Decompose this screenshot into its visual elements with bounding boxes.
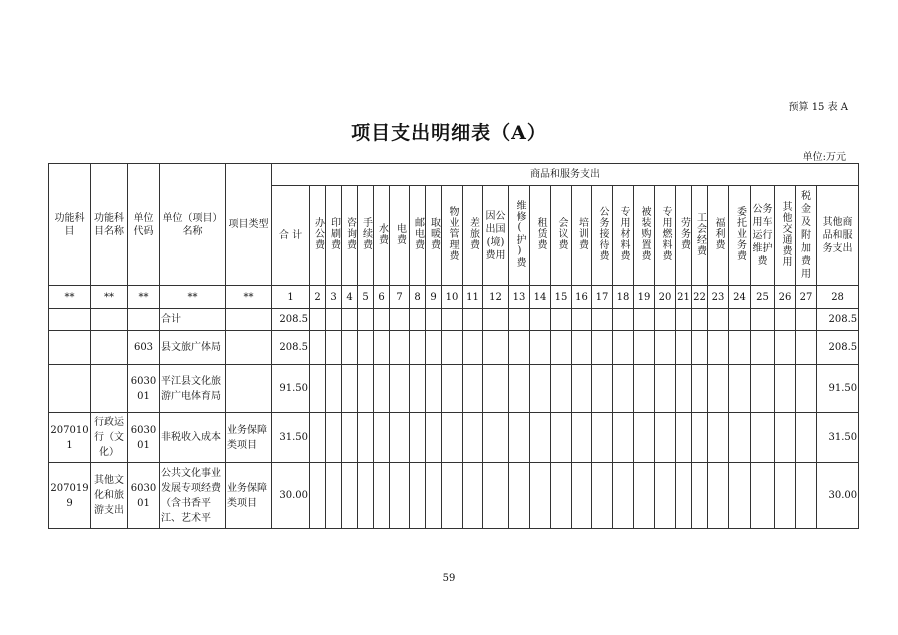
item-cell [655, 463, 676, 529]
index-cell: 13 [509, 286, 530, 309]
index-cell: 15 [551, 286, 572, 309]
item-cell [426, 309, 442, 331]
total-cell: 91.50 [272, 365, 310, 413]
index-cell: 27 [796, 286, 817, 309]
item-cell [592, 463, 613, 529]
project-type-cell [226, 309, 272, 331]
col-group-goods-services: 商品和服务支出 [272, 164, 859, 186]
item-cell [676, 365, 692, 413]
form-number: 预算 15 表 A [788, 102, 848, 113]
col-func-subject: 功能科目 [49, 164, 91, 286]
func-subject-name-cell [91, 365, 128, 413]
item-cell [708, 365, 729, 413]
item-cell [613, 331, 634, 365]
index-cell: 17 [592, 286, 613, 309]
item-cell [342, 331, 358, 365]
item-cell [374, 463, 390, 529]
item-cell [483, 309, 509, 331]
col-item: 租赁费 [530, 186, 551, 286]
other-goods-services-cell: 208.5 [817, 309, 859, 331]
index-cell: 20 [655, 286, 676, 309]
item-cell [410, 309, 426, 331]
item-cell [634, 331, 655, 365]
col-item: 因公出国(境)费用 [483, 186, 509, 286]
index-cell: 18 [613, 286, 634, 309]
item-cell [390, 413, 410, 463]
item-cell [358, 331, 374, 365]
func-subject-cell: 2070199 [49, 463, 91, 529]
item-cell [592, 309, 613, 331]
index-cell: 10 [442, 286, 463, 309]
item-cell [342, 365, 358, 413]
item-cell [551, 463, 572, 529]
item-cell [751, 463, 775, 529]
unit-label: 单位:万元 [802, 152, 846, 163]
item-cell [483, 413, 509, 463]
item-cell [342, 413, 358, 463]
expenditure-table [48, 163, 859, 529]
item-cell [676, 309, 692, 331]
item-cell [509, 365, 530, 413]
item-cell [326, 463, 342, 529]
col-item: 电费 [390, 186, 410, 286]
unit-code-cell: 603001 [128, 413, 160, 463]
project-type-cell: 业务保障类项目 [226, 463, 272, 529]
table-row [49, 365, 859, 413]
item-cell [572, 331, 592, 365]
item-cell [442, 309, 463, 331]
item-cell [310, 309, 326, 331]
col-item: 咨询费 [342, 186, 358, 286]
item-cell [530, 463, 551, 529]
col-item: 培训费 [572, 186, 592, 286]
col-item: 其他交通费用 [775, 186, 796, 286]
index-cell: ** [128, 286, 160, 309]
item-cell [692, 331, 708, 365]
index-cell: 3 [326, 286, 342, 309]
col-item: 维修(护)费 [509, 186, 530, 286]
project-type-cell [226, 365, 272, 413]
project-type-cell: 业务保障类项目 [226, 413, 272, 463]
item-cell [775, 463, 796, 529]
item-cell [463, 413, 483, 463]
index-cell: ** [49, 286, 91, 309]
col-item: 公务接待费 [592, 186, 613, 286]
func-subject-name-cell [91, 309, 128, 331]
other-goods-services-cell: 91.50 [817, 365, 859, 413]
col-item: 差旅费 [463, 186, 483, 286]
item-cell [310, 413, 326, 463]
item-cell [692, 463, 708, 529]
item-cell [483, 331, 509, 365]
col-item: 被装购置费 [634, 186, 655, 286]
item-cell [374, 365, 390, 413]
item-cell [390, 463, 410, 529]
item-cell [530, 413, 551, 463]
item-cell [655, 309, 676, 331]
item-cell [310, 365, 326, 413]
col-item: 办公费 [310, 186, 326, 286]
item-cell [551, 413, 572, 463]
unit-name-cell: 合计 [160, 309, 226, 331]
item-cell [655, 413, 676, 463]
table-row [49, 463, 859, 529]
item-cell [326, 365, 342, 413]
index-row [49, 286, 859, 309]
total-cell: 208.5 [272, 309, 310, 331]
col-item: 福利费 [708, 186, 729, 286]
item-cell [655, 331, 676, 365]
item-cell [592, 413, 613, 463]
item-cell [410, 365, 426, 413]
col-item: 物业管理费 [442, 186, 463, 286]
item-cell [751, 365, 775, 413]
item-cell [613, 413, 634, 463]
col-item: 劳务费 [676, 186, 692, 286]
item-cell [729, 463, 751, 529]
index-cell: ** [91, 286, 128, 309]
col-item: 会议费 [551, 186, 572, 286]
item-cell [775, 331, 796, 365]
item-cell [796, 365, 817, 413]
index-cell: 19 [634, 286, 655, 309]
item-cell [390, 365, 410, 413]
col-item: 手续费 [358, 186, 374, 286]
item-cell [374, 331, 390, 365]
col-unit-code: 单位代码 [128, 164, 160, 286]
item-cell [708, 331, 729, 365]
item-cell [729, 365, 751, 413]
unit-code-cell: 603001 [128, 365, 160, 413]
unit-name-cell: 县文旅广体局 [160, 331, 226, 365]
item-cell [342, 463, 358, 529]
item-cell [751, 309, 775, 331]
item-cell [442, 365, 463, 413]
unit-code-cell [128, 309, 160, 331]
item-cell [613, 309, 634, 331]
item-cell [326, 331, 342, 365]
item-cell [796, 413, 817, 463]
index-cell: 11 [463, 286, 483, 309]
table-row [49, 309, 859, 331]
item-cell [326, 413, 342, 463]
item-cell [358, 309, 374, 331]
item-cell [613, 463, 634, 529]
item-cell [751, 331, 775, 365]
col-item: 邮电费 [410, 186, 426, 286]
item-cell [708, 413, 729, 463]
item-cell [796, 309, 817, 331]
index-cell: 28 [817, 286, 859, 309]
item-cell [634, 365, 655, 413]
item-cell [442, 463, 463, 529]
index-cell: 26 [775, 286, 796, 309]
index-cell: 5 [358, 286, 374, 309]
func-subject-cell [49, 331, 91, 365]
func-subject-cell: 2070101 [49, 413, 91, 463]
func-subject-name-cell [91, 331, 128, 365]
index-cell: 23 [708, 286, 729, 309]
item-cell [463, 309, 483, 331]
table-row [49, 331, 859, 365]
col-func-subject-name: 功能科目名称 [91, 164, 128, 286]
other-goods-services-cell: 208.5 [817, 331, 859, 365]
index-cell: 25 [751, 286, 775, 309]
item-cell [572, 463, 592, 529]
item-cell [342, 309, 358, 331]
func-subject-name-cell: 其他文化和旅游支出 [91, 463, 128, 529]
item-cell [358, 365, 374, 413]
index-cell: 2 [310, 286, 326, 309]
item-cell [729, 331, 751, 365]
unit-name-cell: 公共文化事业发展专项经费（含书香平江、艺术平 [160, 463, 226, 529]
col-item: 税金及附加费用 [796, 186, 817, 286]
index-cell: 4 [342, 286, 358, 309]
page-number: 59 [442, 573, 456, 584]
item-cell [592, 365, 613, 413]
col-item: 水费 [374, 186, 390, 286]
item-cell [463, 463, 483, 529]
item-cell [692, 309, 708, 331]
item-cell [729, 309, 751, 331]
col-item: 其他商品和服务支出 [817, 186, 859, 286]
item-cell [676, 331, 692, 365]
item-cell [509, 463, 530, 529]
index-cell: 12 [483, 286, 509, 309]
item-cell [426, 413, 442, 463]
item-cell [751, 413, 775, 463]
index-cell: 1 [272, 286, 310, 309]
unit-code-cell: 603001 [128, 463, 160, 529]
item-cell [676, 463, 692, 529]
item-cell [390, 309, 410, 331]
item-cell [692, 413, 708, 463]
item-cell [426, 463, 442, 529]
item-cell [374, 413, 390, 463]
item-cell [775, 413, 796, 463]
page-title: 项目支出明细表（A） [351, 122, 547, 144]
col-item: 专用燃料费 [655, 186, 676, 286]
item-cell [655, 365, 676, 413]
item-cell [634, 413, 655, 463]
item-cell [426, 331, 442, 365]
item-cell [310, 463, 326, 529]
col-item: 委托业务费 [729, 186, 751, 286]
item-cell [442, 331, 463, 365]
col-item: 工会经费 [692, 186, 708, 286]
index-cell: 24 [729, 286, 751, 309]
item-cell [410, 463, 426, 529]
col-total: 合 计 [272, 186, 310, 286]
unit-code-cell: 603 [128, 331, 160, 365]
col-item: 专用材料费 [613, 186, 634, 286]
index-cell: 8 [410, 286, 426, 309]
unit-name-cell: 非税收入成本 [160, 413, 226, 463]
index-cell: 14 [530, 286, 551, 309]
func-subject-cell [49, 365, 91, 413]
unit-name-cell: 平江县文化旅游广电体育局 [160, 365, 226, 413]
col-unit-name: 单位（项目）名称 [160, 164, 226, 286]
other-goods-services-cell: 30.00 [817, 463, 859, 529]
item-cell [796, 331, 817, 365]
item-cell [551, 365, 572, 413]
other-goods-services-cell: 31.50 [817, 413, 859, 463]
table-row [49, 413, 859, 463]
item-cell [358, 463, 374, 529]
item-cell [613, 365, 634, 413]
item-cell [592, 331, 613, 365]
item-cell [463, 331, 483, 365]
col-item: 印刷费 [326, 186, 342, 286]
col-project-type: 项目类型 [226, 164, 272, 286]
item-cell [530, 331, 551, 365]
index-cell: 21 [676, 286, 692, 309]
index-cell: 16 [572, 286, 592, 309]
func-subject-cell [49, 309, 91, 331]
func-subject-name-cell: 行政运行（文化） [91, 413, 128, 463]
item-cell [463, 365, 483, 413]
item-cell [551, 331, 572, 365]
item-cell [692, 365, 708, 413]
item-cell [676, 413, 692, 463]
total-cell: 30.00 [272, 463, 310, 529]
project-type-cell [226, 331, 272, 365]
index-cell: 22 [692, 286, 708, 309]
item-cell [729, 413, 751, 463]
item-cell [509, 413, 530, 463]
item-cell [310, 331, 326, 365]
item-cell [572, 413, 592, 463]
item-cell [572, 365, 592, 413]
item-cell [775, 365, 796, 413]
item-cell [796, 463, 817, 529]
item-cell [634, 463, 655, 529]
item-cell [410, 413, 426, 463]
index-cell: ** [226, 286, 272, 309]
total-cell: 208.5 [272, 331, 310, 365]
item-cell [426, 365, 442, 413]
item-cell [374, 309, 390, 331]
index-cell: ** [160, 286, 226, 309]
item-cell [509, 309, 530, 331]
item-cell [530, 309, 551, 331]
item-cell [390, 331, 410, 365]
item-cell [775, 309, 796, 331]
item-cell [572, 309, 592, 331]
item-cell [708, 309, 729, 331]
index-cell: 7 [390, 286, 410, 309]
item-cell [708, 463, 729, 529]
col-item: 公务用车运行维护费 [751, 186, 775, 286]
item-cell [326, 309, 342, 331]
index-cell: 9 [426, 286, 442, 309]
item-cell [530, 365, 551, 413]
item-cell [483, 365, 509, 413]
total-cell: 31.50 [272, 413, 310, 463]
item-cell [442, 413, 463, 463]
index-cell: 6 [374, 286, 390, 309]
col-item: 取暖费 [426, 186, 442, 286]
item-cell [358, 413, 374, 463]
item-cell [551, 309, 572, 331]
item-cell [634, 309, 655, 331]
item-cell [509, 331, 530, 365]
item-cell [483, 463, 509, 529]
item-cell [410, 331, 426, 365]
